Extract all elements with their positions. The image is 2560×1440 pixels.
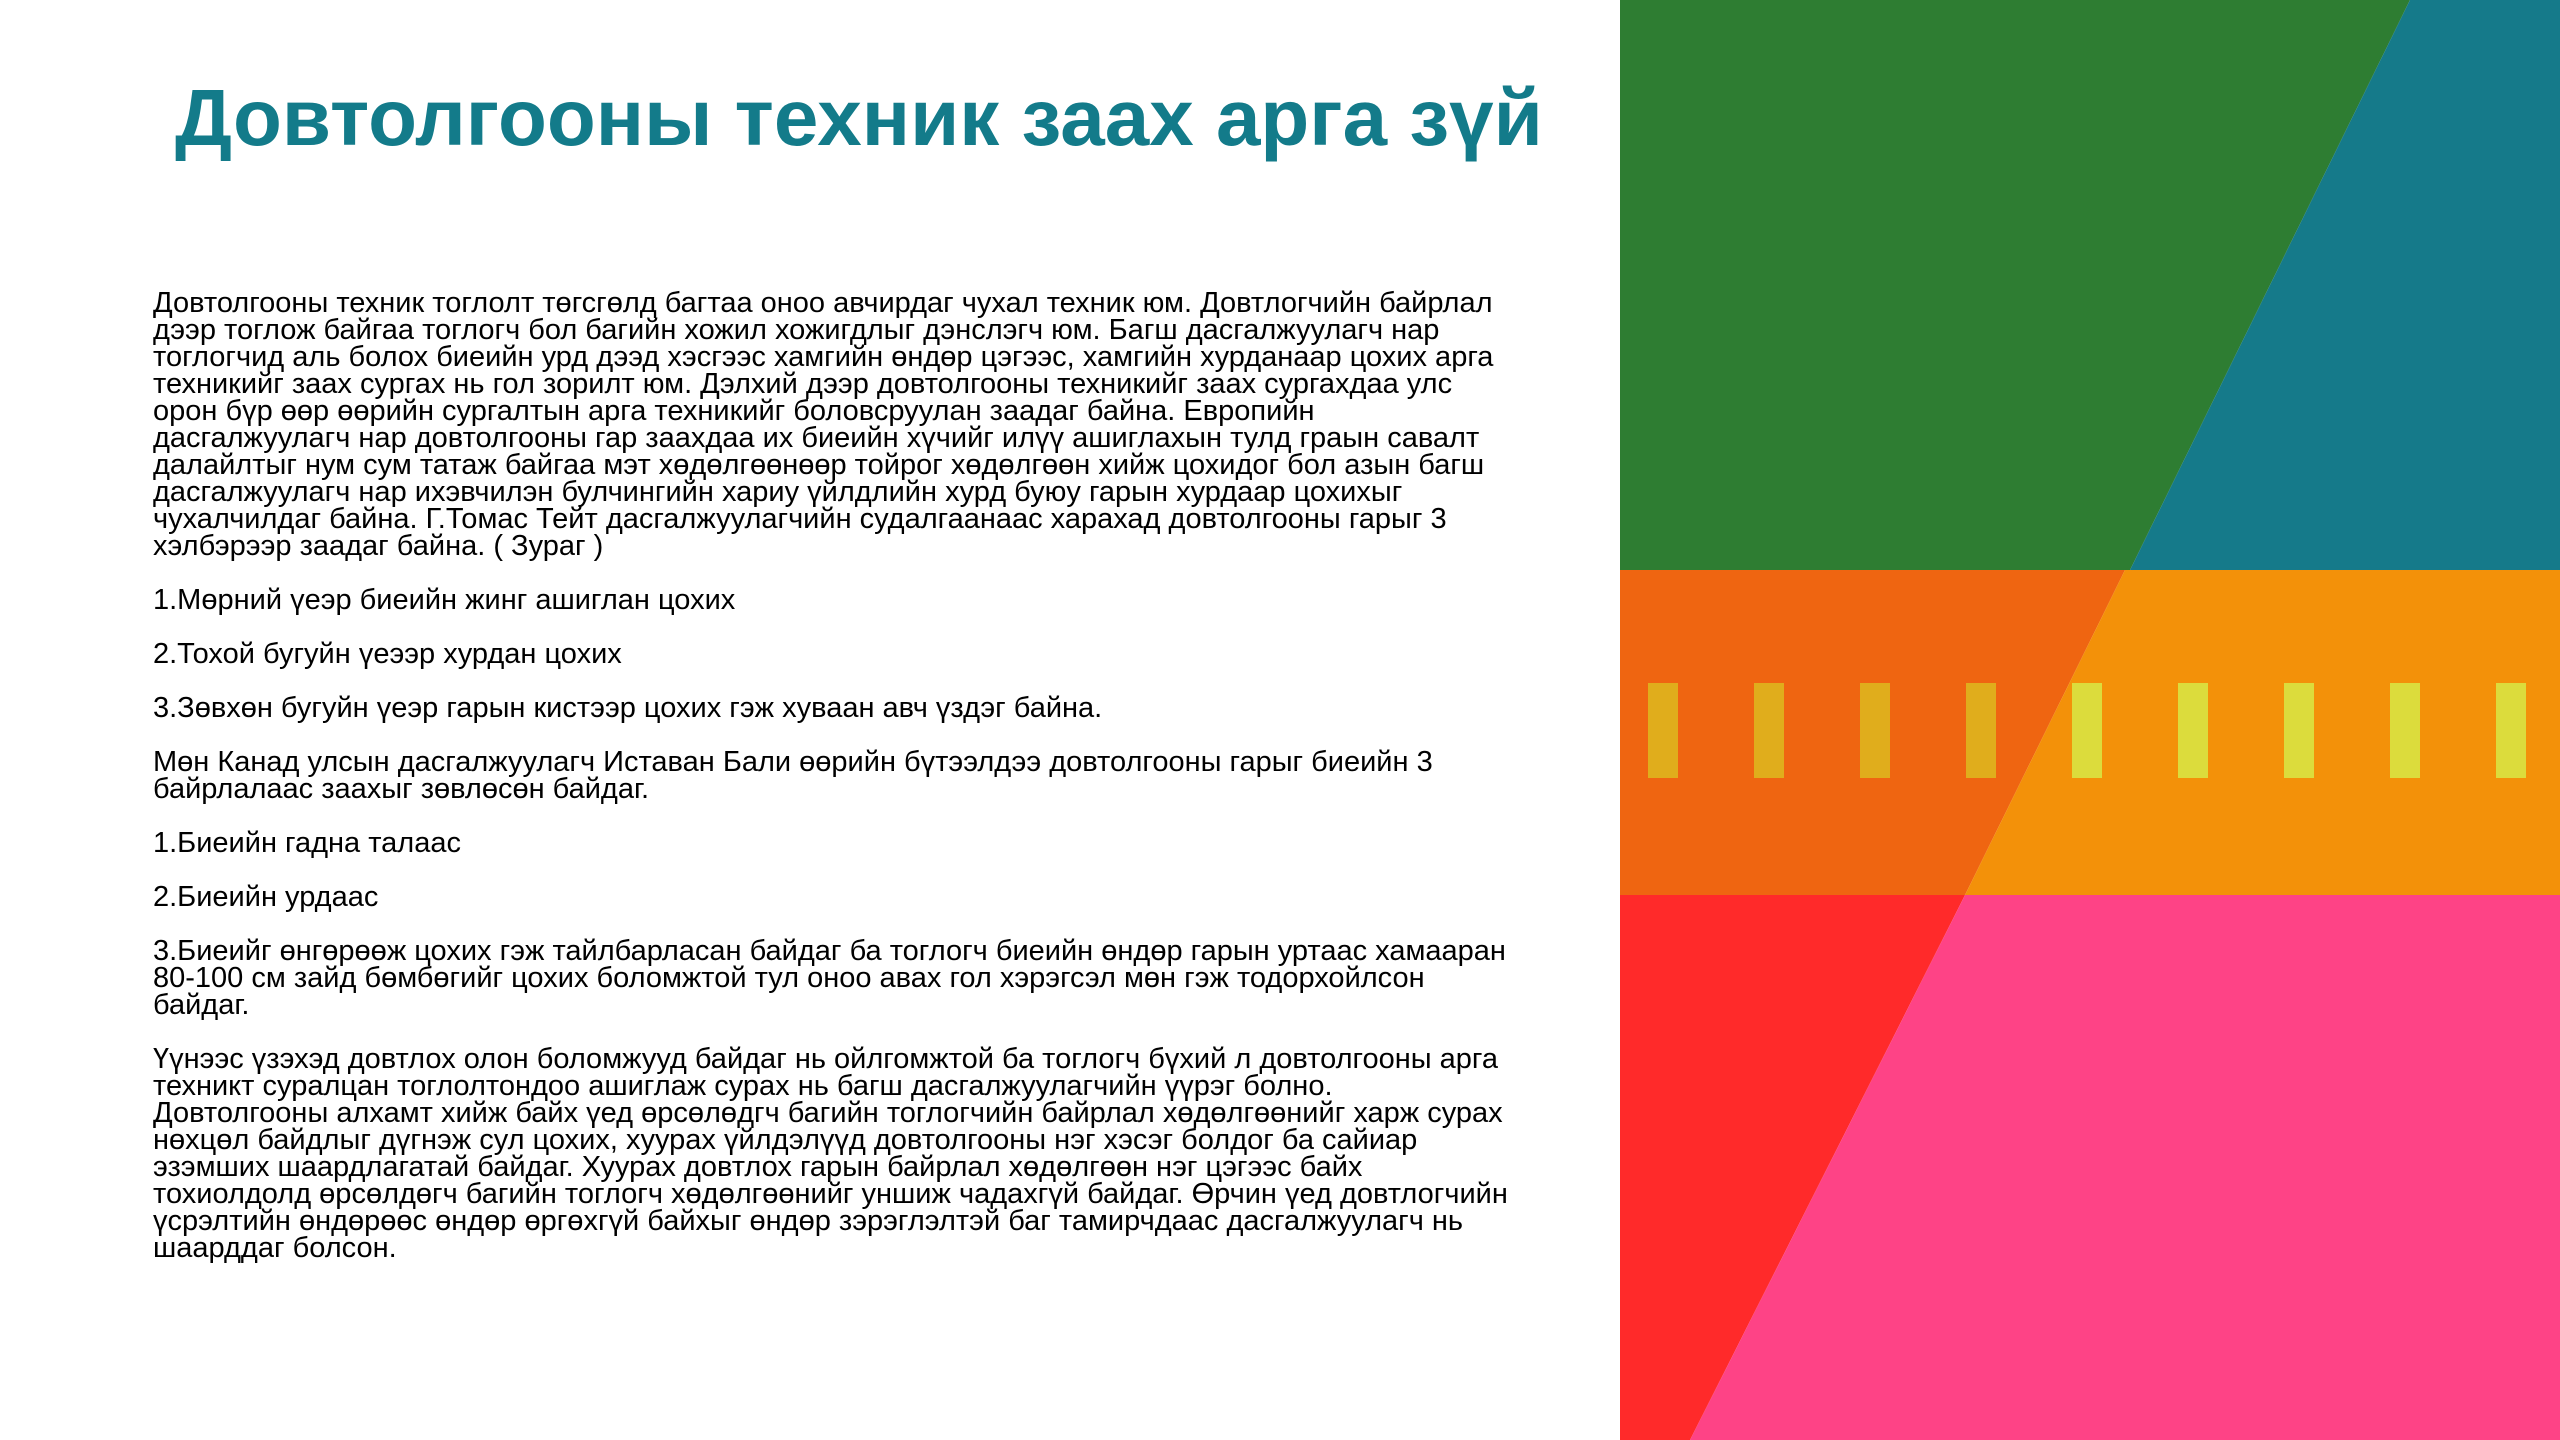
slide-body [153,287,1513,1289]
slide-title: Довтолгооны техник заах арга зүй [175,73,1543,162]
list-item-shoulder: 1.Мөрний үеэр биеийн жинг ашиглан цохих [153,584,736,616]
bar [2390,683,2420,778]
list-item-elbow: 2.Тохой бугуйн үеээр хурдан цохих [153,638,622,670]
bar [1754,683,1784,778]
bar [1648,683,1678,778]
bar [1860,683,1890,778]
list-item-wrist: 3.Зөвхөн бугуйн үеэр гарын кистээр цохих гэж хуваан авч үздэг байна. [153,692,1103,724]
bar [2178,683,2208,778]
paragraph-conclusion: Үүнээс үзэхэд довтлох олон боломжууд байдаг нь ойлгомжтой ба тоглогч бүхий л довтолгооны арга техникт суралцан тоглолтондоо ашиглаж сурах нь багш дасгалжуулагчийн үүрэг болно. Довтолгооны алхамт хийж байх үед өрсөлөдгч багийн тоглогчийн байрлал хөдөлгөөнийг харж сурах нөхцөл байдлыг дүгнэж сул цохих, хуурах үйлдэлүүд довтолгооны нэг хэсэг болдог ба сайиар эзэмших шаардлагатай байдаг. Хуурах довтлох гарын байрлал хөдөлгөөн нэг цэгээс байх тохиолдолд өрсөлдөгч багийн тоглогч хөдөлгөөнийг уншиж чадахгүй байдаг. Өрчин үед довтлогчийн үсрэлтийн өндөрөөс өндөр өргөхгүй байхыг өндөр зэрэглэлтэй баг тамирчдаас дасгалжуулагч нь шаарддаг болсон. [153,1043,1508,1264]
decorative-graphic [1620,0,2560,1440]
decorative-shapes [1620,0,2560,1440]
paragraph-canada: Мөн Канад улсын дасгалжуулагч Иставан Бали өөрийн бүтээлдээ довтолгооны гарыг биеийн 3 байрлалаас заахыг зөвлөсөн байдаг. [153,746,1433,805]
bar [2072,683,2102,778]
bar [2284,683,2314,778]
list-item-outside: 1.Биеийн гадна талаас [153,827,461,859]
bar-pattern [1648,683,2526,778]
bar [1966,683,1996,778]
list-item-across: 3.Биеийг өнгөрөөж цохих гэж тайлбарласан байдаг ба тоглогч биеийн өндөр гарын уртаас хамааран 80-100 см зайд бөмбөгийг цохих боломжтой тул оноо авах гол хэрэгсэл мөн гэж тодорхойлсон байдаг. [153,935,1506,1021]
paragraph-intro: Довтолгооны техник тоглолт төгсгөлд багтаа оноо авчирдаг чухал техник юм. Довтлогчийн байрлал дээр тоглож байгаа тоглогч бол багийн хожил хожигдлыг дэнслэгч юм. Багш дасгалжуулагч нар тоглогчид аль болох биеийн урд дээд хэсгээс хамгийн өндөр цэгээс, хамгийн хурданаар цохих арга техникийг заах сургах нь гол зорилт юм. Дэлхий дээр довтолгооны техникийг заах сургахдаа улс орон бүр өөр өөрийн сургалтын арга техникийг боловсруулан заадаг байна. Европийн дасгалжуулагч нар довтолгооны гар заахдаа их биеийн хүчийг илүү ашиглахын тулд граын савалт далайлтыг нум сум татаж байгаа мэт хөдөлгөөнөөр тойрог хөдөлгөөн хийж цохидог бол азын багш дасгалжуулагч нар ихэвчилэн булчингийн хариу үйлдлийн хурд буюу гарын хурдаар цохихыг чухалчилдаг байна. Г.Томас Тейт дасгалжуулагчийн судалгаанаас харахад довтолгооны гарыг 3 хэлбэрээр заадаг байна. ( Зураг ) [153,287,1494,562]
bar [2496,683,2526,778]
list-item-front: 2.Биеийн урдаас [153,881,379,913]
